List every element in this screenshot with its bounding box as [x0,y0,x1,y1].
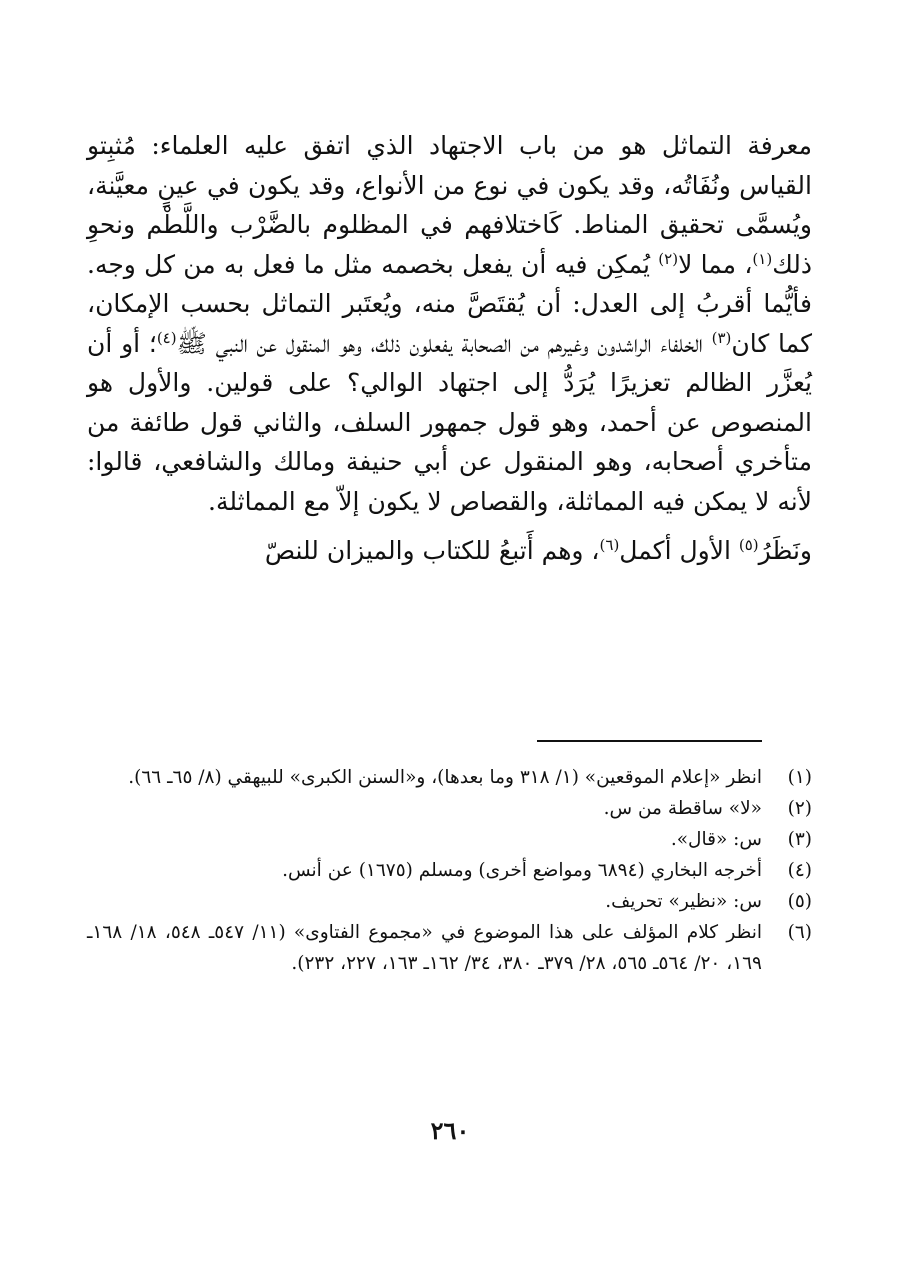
footnote-text: س: «قال». [670,829,762,850]
footnote-text: «لا» ساقطة من س. [603,798,762,819]
footnote-number: (٥) [787,891,812,912]
page-number: ٢٦٠ [430,1116,470,1145]
footnote-separator [537,740,762,742]
footnote-number: (٤) [787,860,812,881]
footnote-number: (٢) [787,798,812,819]
footnote-ref-6: (٦) [599,536,620,554]
footnote-item [87,886,812,917]
footnote-ref-4: (٤) [156,328,177,347]
footnote-item [87,917,812,979]
footnote-item [87,855,812,886]
text-segment: معرفة التماثل هو من باب الاجتهاد الذي اتفق عليه العلماء: مُثبِتو القياس ونُفَاتُه، وقد يكون في نوع من الأنواع، وقد يكون في عينٍ معيَّنة، ويُسمَّى تحقيق المناط. كَاختلافهم في المظلوم بالضَّرْب واللَّطْم ونحوِ ذلك [87,131,813,279]
main-text [87,126,812,571]
footnote-number: (٦) [787,922,812,943]
footnote-ref-3: (٣) [711,328,732,347]
text-segment: ، مما لا [678,249,753,279]
footnote-ref-5: (٥) [738,536,759,554]
body-paragraph-2 [87,531,812,571]
footnote-ref-1: (١) [752,249,773,268]
footnote-text: س: «نظير» تحريف. [605,891,762,912]
text-segment: يُمكِن فيه أن يفعل بخصمه مثل ما فعل به من كل وجه. فأيُّما أقربُ إلى العدل: أن يُقتَصَّ منه، ويُعتَبر التماثل بحسب الإمكان، كما كان [87,249,812,358]
text-segment: الخلفاء الراشدون وغيرهم من الصحابة يفعلون ذلك، وهو المنقول عن النبي ﷺ [176,328,712,358]
footnote-item [87,824,812,855]
footnote-item [87,793,812,824]
footnote-number: (١) [787,767,812,788]
text-segment: ؛ أو أن يُعزَّر الظالم تعزيرًا يُرَدُّ إلى اجتهاد الوالي؟ على قولين. والأول هو المنصوص عن أحمد، وهو قول جمهور السلف، والثاني قول طائفة من متأخري أصحابه، وهو المنقول عن أبي حنيفة ومالك والشافعي، قالوا: لأنه لا يمكن فيه المماثلة، والقصاص لا يكون إلاّ مع المماثلة. [87,328,812,516]
footnote-item [87,762,812,793]
text-segment: ، وهم أَتبعُ للكتاب والميزان للنصّ [264,536,600,565]
footnote-text: انظر «إعلام الموقعين» (١/ ٣١٨ وما بعدها)، و«السنن الكبرى» للبيهقي (٨/ ٦٥ـ ٦٦). [128,767,762,788]
footnote-number: (٣) [787,829,812,850]
footnote-text: انظر كلام المؤلف على هذا الموضوع في «مجموع الفتاوى» (١١/ ٥٤٧ـ ٥٤٨، ١٨/ ١٦٨ـ ١٦٩، ٢٠/ ٥٦٤ـ ٥٦٥، ٢٨/ ٣٧٩ـ ٣٨٠، ٣٤/ ١٦٢ـ ١٦٣، ٢٢٧، ٢٣٢). [87,922,762,974]
body-paragraph-1 [87,126,812,521]
footnotes-list [87,762,812,979]
text-segment: الأول أكمل [619,536,739,565]
text-segment: ونَظَرُ [758,536,812,565]
footnote-text: أخرجه البخاري (٦٨٩٤ ومواضع أخرى) ومسلم (١٦٧٥) عن أنس. [282,860,762,881]
footnote-ref-2: (٢) [658,249,679,268]
